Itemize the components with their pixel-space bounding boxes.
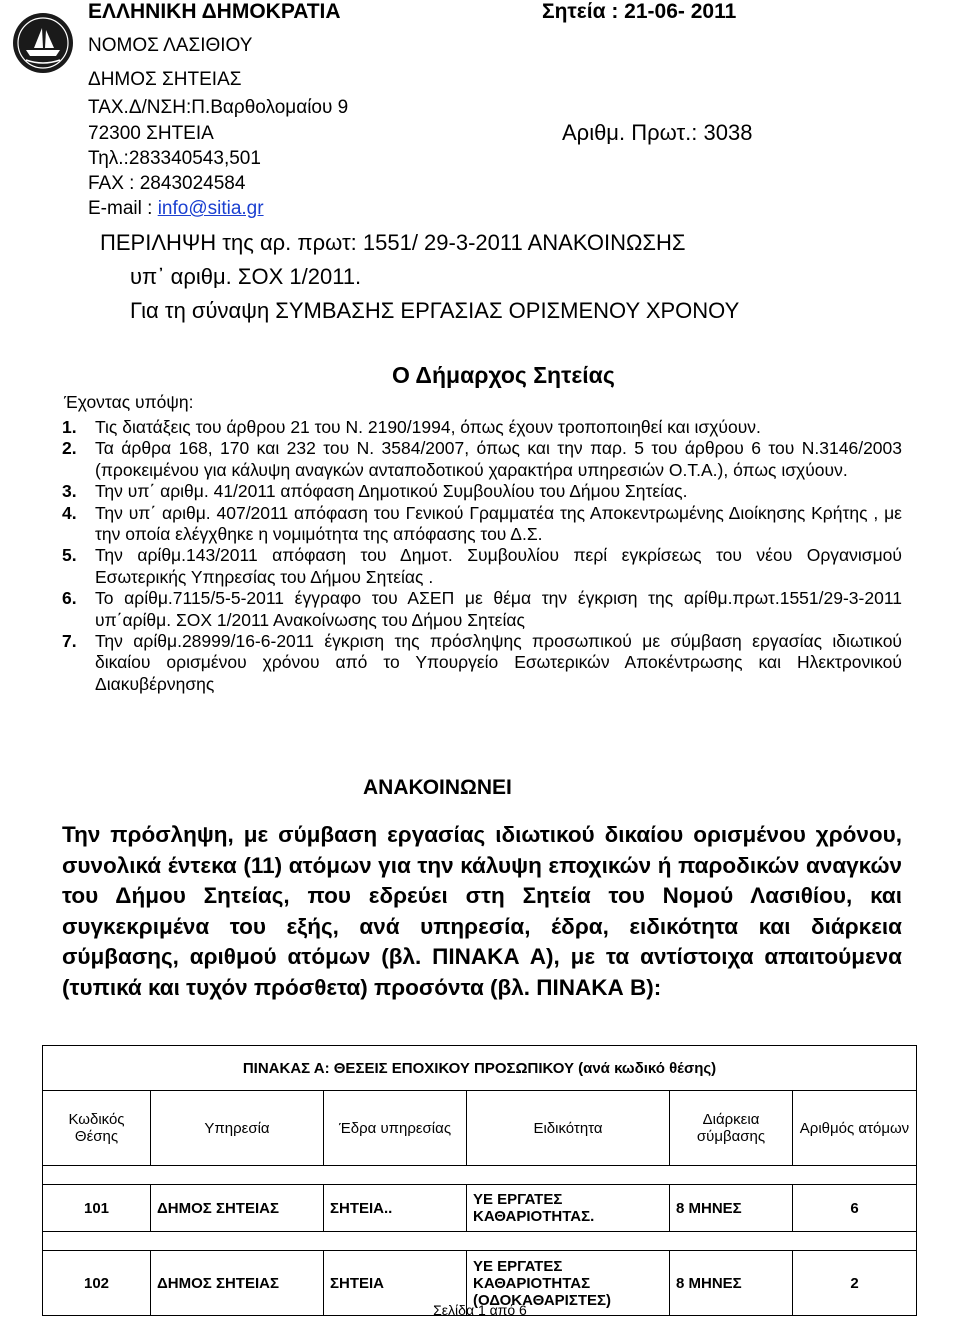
item-number: 6. [62, 588, 77, 609]
header-duration: Διάρκεια σύμβασης [670, 1091, 793, 1166]
item-number: 3. [62, 481, 77, 502]
date-line: Σητεία : 21-06- 2011 [542, 0, 737, 23]
postal-code: 72300 ΣΗΤΕΙΑ [88, 123, 214, 144]
item-text: Την αρίθμ.143/2011 απόφαση του Δημοτ. Συμβουλίου περί εγκρίσεως του νέου Οργανισμού Εσωτερικής Υπηρεσίας του Δήμου Σητείας . [95, 545, 902, 587]
page-footer: Σελίδα 1 από 6 [433, 1302, 527, 1318]
cell-code: 102 [43, 1251, 151, 1316]
header-specialty: Ειδικότητα [467, 1091, 670, 1166]
positions-table [42, 1045, 917, 1316]
table-spacer [43, 1232, 917, 1251]
header-service: Υπηρεσία [151, 1091, 324, 1166]
protocol-number: Αριθμ. Πρωτ.: 3038 [562, 120, 753, 145]
cell-code: 101 [43, 1185, 151, 1232]
item-number: 2. [62, 438, 77, 459]
announcement-text: Την πρόσληψη, με σύμβαση εργασίας ιδιωτικού δικαίου ορισμένου χρόνου, συνολικά έντεκα (11) ατόμων για την κάλυψη εποχικών ή παροδικών αναγκών του Δήμου Σητείας, που εδρεύει στη Σητεία του Νομού Λασιθίου, και συγκεκριμένα του εξής, ανά υπηρεσία, έδρα, ειδικότητα και διάρκεια σύμβασης, αριθμού ατόμων (βλ. ΠΙΝΑΚΑ Α), με τα αντίστοιχα απαιτούμενα (τυπικά και τυχόν πρόσθετα) προσόντα (βλ. ΠΙΝΑΚΑ Β): [62, 822, 902, 1000]
item-number: 5. [62, 545, 77, 566]
item-number: 7. [62, 631, 77, 652]
item-text: Την υπ΄ αριθμ. 407/2011 απόφαση του Γενικού Γραμματέα της Αποκεντρωμένης Διοίκησης Κρήτης , με την οποία ελέγχθηκε η νομιμότητα της απόφασης του Δ.Σ. [95, 502, 902, 545]
cell-seat: ΣΗΤΕΙΑ [324, 1251, 467, 1316]
email-link[interactable]: info@sitia.gr [157, 198, 264, 219]
item-text: Τις διατάξεις του άρθρου 21 του Ν. 2190/1994, όπως έχουν τροποποιηθεί και ισχύουν. [95, 417, 761, 437]
item-text: Τα άρθρα 168, 170 και 232 του Ν. 3584/2007, όπως και την παρ. 5 του άρθρου 6 του Ν.3146/2003 (προκειμένου για κάλυψη αναγκών ανταποδοτικού χαρακτήρα υπηρεσιών Ο.Τ.Α.), όπως ισχύουν. [95, 438, 902, 480]
fax: FAX : 2843024584 [88, 173, 246, 194]
announces-heading: ΑΝΑΚΟΙΝΩΝΕΙ [363, 776, 512, 799]
email-label: E-mail : [88, 198, 158, 219]
email-line [88, 198, 264, 220]
considerations-list [62, 417, 902, 695]
table-caption: ΠΙΝΑΚΑΣ Α: ΘΕΣΕΙΣ ΕΠΟΧΙΚΟΥ ΠΡΟΣΩΠΙΚΟΥ (ανά κωδικό θέσης) [43, 1046, 917, 1091]
cell-count: 6 [793, 1185, 917, 1232]
municipality-logo [12, 12, 74, 74]
table-header-row [43, 1091, 917, 1166]
summary-line-3: Για τη σύναψη ΣΥΜΒΑΣΗΣ ΕΡΓΑΣΙΑΣ ΟΡΙΣΜΕΝΟΥ ΧΡΟΝΟΥ [130, 298, 740, 323]
table-spacer [43, 1166, 917, 1185]
summary-line-2: υπ᾽ αριθμ. ΣΟΧ 1/2011. [130, 264, 362, 289]
address: ΤΑΧ.Δ/ΝΣΗ:Π.Βαρθολομαίου 9 [88, 97, 349, 118]
list-item [62, 503, 902, 546]
item-text: Το αρίθμ.7115/5-5-2011 έγγραφο του ΑΣΕΠ με θέμα την έγκριση της αρίθμ.πρωτ.1551/29-3-2011 υπ΄αρίθμ. ΣΟΧ 1/2011 Ανακοίνωσης του Δήμου Σητείας [95, 588, 902, 630]
summary-line-1: ΠΕΡΙΛΗΨΗ της αρ. πρωτ: 1551/ 29-3-2011 ΑΝΑΚΟΙΝΩΣΗΣ [100, 230, 686, 255]
considering-heading: Έχοντας υπόψη: [64, 392, 194, 412]
header-count: Αριθμός ατόμων [793, 1091, 917, 1166]
list-item [62, 438, 902, 481]
prefecture-name: ΝΟΜΟΣ ΛΑΣΙΘΙΟΥ [88, 35, 253, 56]
cell-count: 2 [793, 1251, 917, 1316]
list-item [62, 481, 902, 502]
item-number: 1. [62, 417, 77, 437]
cell-duration: 8 ΜΗΝΕΣ [670, 1185, 793, 1232]
cell-service: ΔΗΜΟΣ ΣΗΤΕΙΑΣ [151, 1251, 324, 1316]
cell-duration: 8 ΜΗΝΕΣ [670, 1251, 793, 1316]
cell-specialty: ΥΕ ΕΡΓΑΤΕΣ ΚΑΘΑΡΙΟΤΗΤΑΣ. [467, 1185, 670, 1232]
header-seat: Έδρα υπηρεσίας [324, 1091, 467, 1166]
cell-service: ΔΗΜΟΣ ΣΗΤΕΙΑΣ [151, 1185, 324, 1232]
list-item [62, 588, 902, 631]
mayor-title: Ο Δήμαρχος Σητείας [392, 362, 615, 388]
cell-specialty: ΥΕ ΕΡΓΑΤΕΣ ΚΑΘΑΡΙΟΤΗΤΑΣ (ΟΔΟΚΑΘΑΡΙΣΤΕΣ) [467, 1251, 670, 1316]
phone: Τηλ.:283340543,501 [88, 148, 261, 169]
table-row [43, 1185, 917, 1232]
header-code: Κωδικός Θέσης [43, 1091, 151, 1166]
cell-seat: ΣΗΤΕΙΑ.. [324, 1185, 467, 1232]
item-text: Την αρίθμ.28999/16-6-2011 έγκριση της πρόσληψης προσωπικού με σύμβαση εργασίας ιδιωτικού δικαίου ορισμένου χρόνου από το Υπουργείο Εσωτερικών Αποκέντρωσης και Ηλεκτρονικού Διακυβέρνησης [95, 631, 902, 694]
item-number: 4. [62, 502, 77, 523]
municipality-name: ΔΗΜΟΣ ΣΗΤΕΙΑΣ [88, 69, 242, 90]
list-item [62, 631, 902, 695]
list-item [62, 545, 902, 588]
item-text: Την υπ΄ αριθμ. 41/2011 απόφαση Δημοτικού Συμβουλίου του Δήμου Σητείας. [95, 481, 688, 502]
country-name: ΕΛΛΗΝΙΚΗ ΔΗΜΟΚΡΑΤΙΑ [88, 0, 341, 23]
list-item [62, 417, 902, 438]
